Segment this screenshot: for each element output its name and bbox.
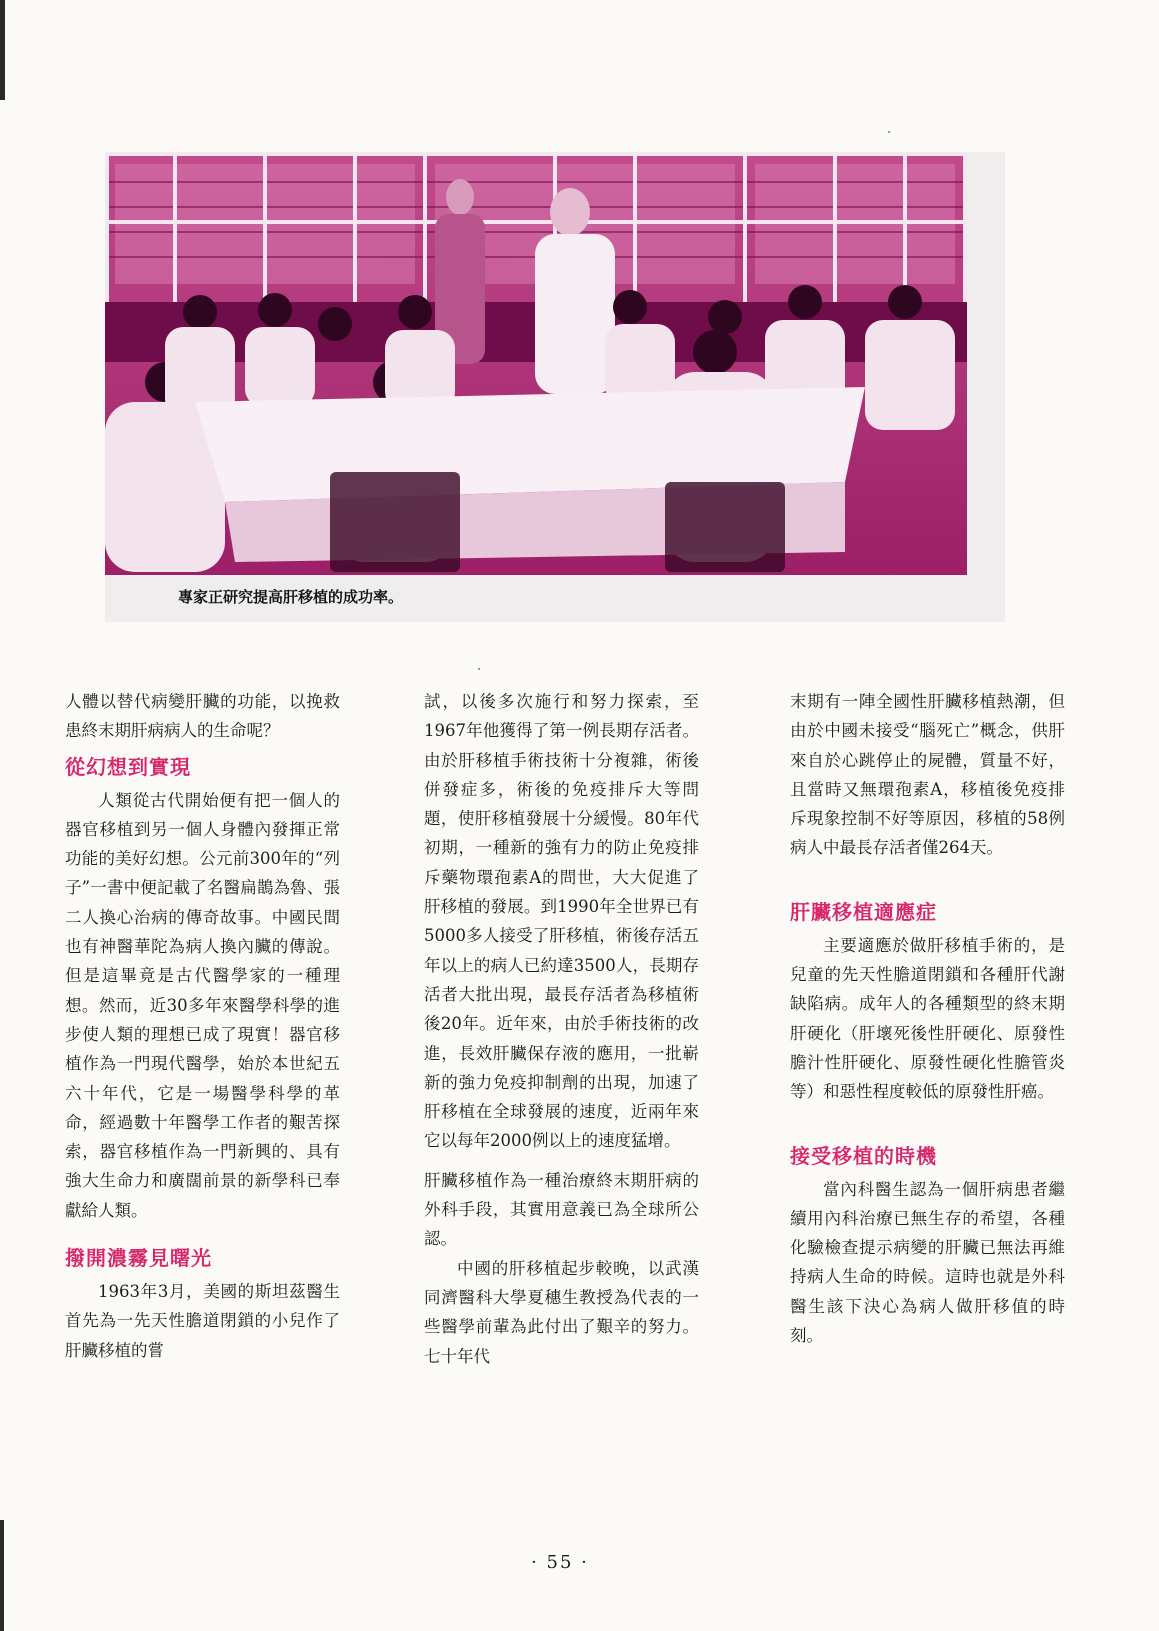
paragraph: 試，以後多次施行和努力探索，至1967年他獲得了第一例長期存活者。由於肝移植手術技術十分複雜，術後併發症多，術後的免疫排斥大等問題，使肝移植發展十分緩慢。80年代初期，一種新的強有力的防止免疫排斥藥物環孢素A的問世，大大促進了肝移植的發展。到1990年全世界已有5000多人接受了肝移植，術後存活五年以上的病人已約達3500人，長期存活者大批出現，最長存活者為移植術後20年。近年來，由於手術技術的改進，長效肝臟保存液的應用，一批嶄新的強力免疫抑制劑的出現，加速了肝移植在全球發展的速度，近兩年來它以每年2000例以上的速度猛增。 (424, 692, 699, 1151)
scan-speck (478, 668, 480, 670)
scan-edge-bottom (0, 1520, 4, 1631)
paragraph: 主要適應於做肝移植手術的，是兒童的先天性膽道閉鎖和各種肝代謝缺陷病。成年人的各種類型的終末期肝硬化（肝壞死後性肝硬化、原發性膽汁性肝硬化、原發性硬化性膽管炎等）和惡性程度較低的原發性肝癌。 (790, 935, 1065, 1102)
text-column-1 (65, 687, 340, 1365)
section-heading: 接受移植的時機 (790, 1143, 937, 1168)
scan-speck (888, 131, 890, 133)
text-column-2 (424, 687, 699, 1371)
group-photo-illustration (105, 152, 967, 575)
section-heading: 撥開濃霧見曙光 (65, 1246, 212, 1271)
section-heading: 肝臟移植適應症 (790, 899, 937, 924)
photo-caption: 專家正研究提高肝移植的成功率。 (178, 588, 404, 606)
paragraph: 末期有一陣全國性肝臟移植熱潮，但由於中國未接受“腦死亡”概念，供肝來自於心跳停止的屍體，質量不好，且當時又無環孢素A，移植後免疫排斥現象控制不好等原因，移植的58例病人中最長存活者僅264天。 (790, 692, 1065, 858)
paragraph: 人類從古代開始便有把一個人的器官移植到另一個人身體內發揮正常功能的美好幻想。公元前300年的“列子”一書中便記載了名醫扁鵲為魯、張二人換心治病的傳奇故事。中國民間也有神醫華陀為病人換內臟的傳說。但是這畢竟是古代醫學家的一種理想。然而，近30多年來醫學科學的進步使人類的理想已成了現實！器官移植作為一門現代醫學，始於本世紀五六十年代，它是一場醫學科學的革命，經過數十年醫學工作者的艱苦探索，器官移植作為一門新興的、具有強大生命力和廣闊前景的新學科已奉獻給人類。 (65, 790, 340, 1220)
text-column-3 (790, 687, 1065, 1350)
page-number: · 55 · (531, 1552, 589, 1573)
section-heading: 從幻想到實現 (65, 754, 191, 779)
scan-edge-top (0, 0, 5, 100)
paragraph: 肝臟移植作為一種治療終末期肝病的外科手段，其實用意義已為全球所公認。 (424, 1170, 699, 1249)
paragraph: 人體以替代病變肝臟的功能，以挽救患終末期肝病病人的生命呢？ (65, 692, 340, 741)
paragraph: 1963年3月，美國的斯坦茲醫生首先為一先天性膽道閉鎖的小兒作了肝臟移植的嘗 (65, 1282, 340, 1360)
paragraph: 當內科醫生認為一個肝病患者繼續用內科治療已無生存的希望，各種化驗檢查提示病變的肝臟已無法再維持病人生命的時候。這時也就是外科醫生該下決心為病人做肝移值的時刻。 (790, 1179, 1065, 1346)
paragraph: 中國的肝移植起步較晚，以武漢同濟醫科大學夏穗生教授為代表的一些醫學前輩為此付出了艱辛的努力。七十年代 (424, 1258, 699, 1366)
